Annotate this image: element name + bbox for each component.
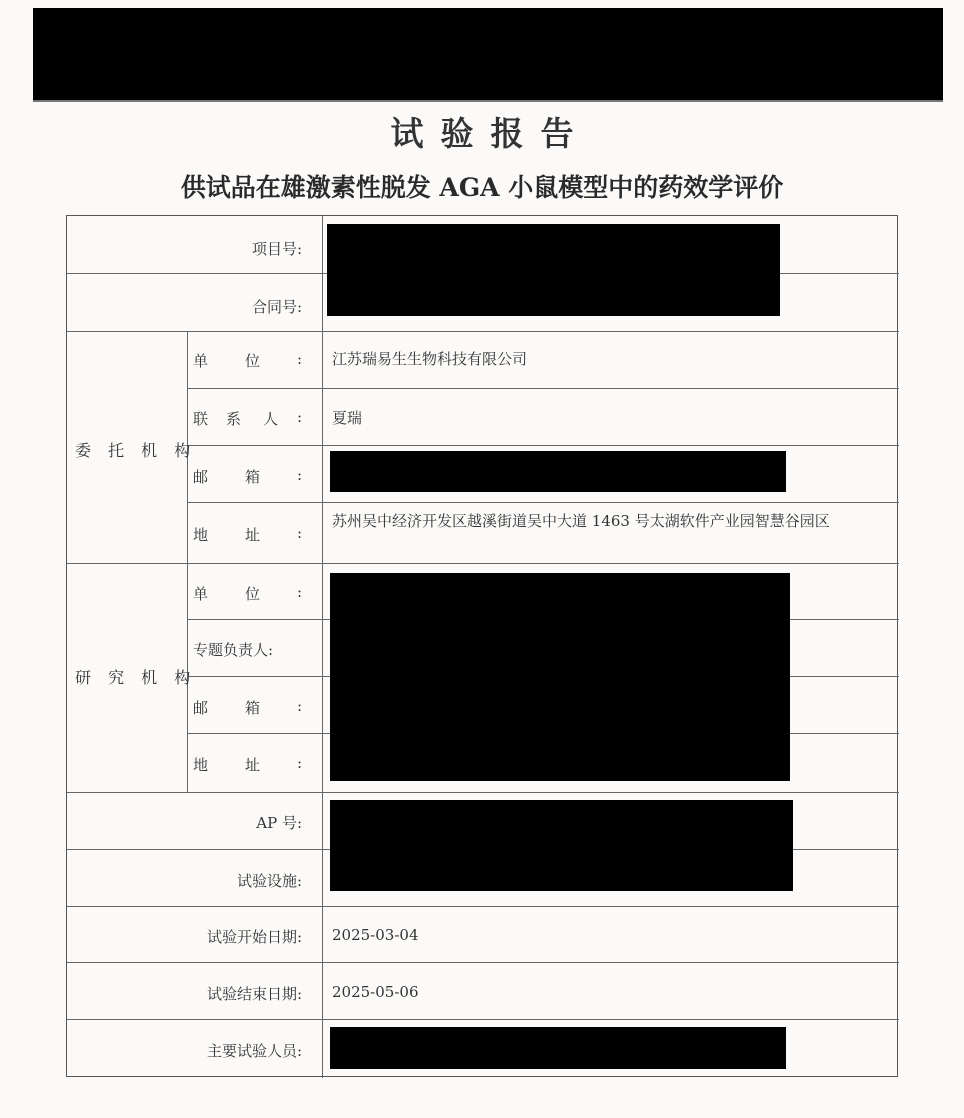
column-divider — [322, 216, 323, 1078]
label-char: 系 — [226, 410, 242, 428]
header-redaction — [33, 8, 943, 100]
label-char: 址 — [245, 756, 261, 774]
column-divider — [187, 331, 188, 792]
client-group-label: 委 托 机 构 — [75, 441, 197, 460]
redacted-project-contract-no — [327, 224, 780, 316]
main-staff-label: 主要试验人员: — [206, 1042, 302, 1060]
label-char: 址 — [245, 526, 261, 544]
contract-no-label: 合同号: — [251, 298, 302, 316]
label-char: 位 — [245, 352, 261, 370]
research-group-label: 研 究 机 构 — [75, 668, 197, 687]
facility-label: 试验设施: — [236, 872, 302, 890]
row-divider — [187, 502, 899, 503]
start-date-label: 试验开始日期: — [206, 928, 302, 946]
label-char: : — [297, 754, 303, 772]
info-table — [66, 215, 898, 1077]
label-char: 单 — [193, 585, 209, 603]
row-divider — [187, 388, 899, 389]
label-char: 地 — [193, 756, 209, 774]
label-char: 单 — [193, 352, 209, 370]
end-date-value: 2025-05-06 — [332, 983, 419, 1001]
document-title: 试验报告 — [390, 114, 591, 153]
label-char: : — [297, 408, 303, 426]
row-divider — [67, 962, 899, 963]
row-divider — [67, 1019, 899, 1020]
label-char: 箱 — [245, 699, 261, 717]
redacted-research-info — [330, 573, 790, 781]
label-char: : — [297, 524, 303, 542]
row-divider — [67, 563, 899, 564]
row-divider — [67, 331, 899, 332]
research-pi-label: 专题负责人: — [193, 641, 274, 659]
label-char: : — [297, 697, 303, 715]
redacted-client-email — [330, 451, 786, 492]
start-date-value: 2025-03-04 — [332, 926, 419, 944]
header-rule — [33, 100, 943, 102]
label-char: : — [297, 350, 303, 368]
label-char: : — [297, 466, 303, 484]
row-divider — [67, 906, 899, 907]
label-char: 人 — [263, 410, 279, 428]
project-no-label: 项目号: — [251, 240, 302, 258]
ap-no-label: AP 号: — [256, 814, 302, 832]
label-char: 箱 — [245, 468, 261, 486]
client-address-value: 苏州吴中经济开发区越溪街道吴中大道 1463 号太湖软件产业园智慧谷园区 — [332, 512, 830, 530]
end-date-label: 试验结束日期: — [206, 985, 302, 1003]
label-char: 联 — [193, 410, 209, 428]
row-divider — [187, 445, 899, 446]
redacted-main-staff — [330, 1027, 786, 1069]
client-unit-value: 江苏瑞易生生物科技有限公司 — [332, 350, 528, 368]
label-char: : — [297, 583, 303, 601]
redacted-ap-facility — [330, 800, 793, 891]
row-divider — [67, 792, 899, 793]
document-subtitle: 供试品在雄激素性脱发 AGA 小鼠模型中的药效学评价 — [180, 173, 784, 202]
label-char: 邮 — [193, 699, 209, 717]
label-char: 地 — [193, 526, 209, 544]
label-char: 邮 — [193, 468, 209, 486]
client-contact-value: 夏瑞 — [332, 409, 363, 427]
label-char: 位 — [245, 585, 261, 603]
